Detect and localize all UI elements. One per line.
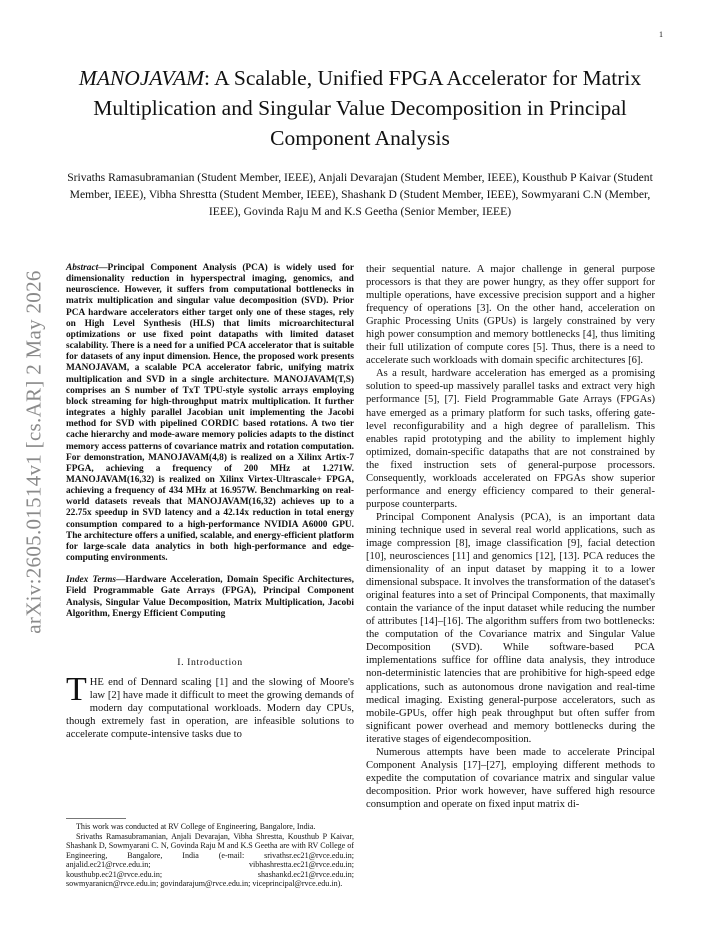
intro-text: HE end of Dennard scaling [1] and the slowing of Moore's law [2] have made it difficult to meet the growing demands of modern day computational workloads. Modern day CPUs, though extremely fast in operation, are infeasible solutions to accelerate compute-intensive tasks due to <box>66 677 354 741</box>
author-list: Srivaths Ramasubramanian (Student Member, IEEE), Anjali Devarajan (Student Member, IEEE), Kousthub P Kaivar (Student Member, IEEE), Vibha Shrestta (Student Member, IEEE), Shashank D (Student Member, IEEE), Sowmyarani C.N (Member, IEEE), Govinda Raju M and K.S Geetha (Senior Member, IEEE) <box>67 171 653 218</box>
arxiv-id: arXiv:2605.01514v1 [cs.AR] 2 May 2026 <box>21 270 46 634</box>
index-terms-text: —Hardware Acceleration, Domain Specific Architectures, Field Programmable Gate Arrays (FPGA), Principal Component Analysis, Singular Value Decomposition, Matrix Multiplication, Jacobi Algorithm, Energy Efficient Computing <box>66 575 354 619</box>
paragraph-1: their sequential nature. A major challenge in general purpose processors is that they are power hungry, as they offer support for multiple operations, have excessive precision support and a higher frequency of operations [3]. On the other hand, acceleration on Graphic Processing Units (GPUs) is largely constrained by very high power consumption and memory bottlenecks [4], thus limiting their full utilization of compute cores [5]. Thus, there is a need to accelerate such workloads with domain specific architectures [6]. <box>366 264 655 367</box>
footnote-rule <box>66 818 126 819</box>
footnote-p1: This work was conducted at RV College of Engineering, Bangalore, India. <box>76 822 316 831</box>
introduction-section <box>66 657 354 741</box>
paper-title <box>60 63 660 153</box>
abstract-text: —Principal Component Analysis (PCA) is widely used for dimensionality reduction in hyperspectral imaging, genomics, and neuroscience. However, it suffers from computational bottlenecks in matrix multiplication and singular value decomposition (SVD). Prior PCA hardware accelerators either target only one of these stages, rely on High Level Synthesis (HLS) that limits microarchitectural optimizations or use fixed point datapaths with limited dataset scalability. There is a need for a unified PCA accelerator that is suitable for datasets of any input dimension. Hence, the proposed work presents MANOJAVAM, a scalable PCA accelerator fabric, unifying matrix multiplication and SVD in a single architecture. MANOJAVAM(T,S) comprises an S number of TxT TPU-style systolic arrays employing block streaming for high-throughput matrix multiplication. It further integrates a highly parallel Jacobian unit implementing the Jacobi method for SVD with pipelined CORDIC based rotations. A two tier cache hierarchy and mode-aware memory policies adapts to the distinct memory access patterns of covariance matrix and rotation computation. For demonstration, MANOJAVAM(4,8) is realized on a Xilinx Artix-7 FPGA, achieving a frequency of 200 MHz at 1.271W. MANOJAVAM(16,32) is realized on Xilinx Virtex-Ultrascale+ FPGA, achieving a frequency of 434 MHz at 16.957W. Benchmarking on real-world datasets reveals that MANOJAVAM(16,32) achieves up to a 22.75x speedup in SVD latency and a 42.14x reduction in total energy consumption compared to a high-performance NVIDIA A6000 GPU. The architecture offers a unified, scalable, and energy-efficient platform for large-scale data analytics in both high-performance and edge-computing environments. <box>66 263 354 564</box>
right-column <box>366 263 655 811</box>
intro-paragraph <box>66 671 354 741</box>
footnote-p2: Srivaths Ramasubramanian, Anjali Devarajan, Vibha Shrestta, Kousthub P Kaivar, Shashank D, Sowmyarani C. N, Govinda Raju M and K.S Geetha are with RV College of Engineering, Bangalore, India (e-mail: srivathsr.ec21@rvce.edu.in; anjalid.ec21@rvce.edu.in; vibhashrestta.ec21@rvce.edu.in; kousthubp.ec21@rvce.edu.in; shashankd.ec21@rvce.edu.in; sowmyaranicn@rvce.edu.in; govindarajum@rvce.edu.in; viceprincipal@rvce.edu.in). <box>66 831 354 889</box>
title-rest: : A Scalable, Unified FPGA Accelerator for Matrix Multiplication and Singular Value Decomposition in Principal Component Analysis <box>93 66 642 150</box>
page-number: 1 <box>659 30 663 39</box>
paragraph-3: Principal Component Analysis (PCA), is an important data mining technique used in several real world applications, such as image compression [8], image classification [9], facial detection [10], neurosciences [11] and genomics [12], [13]. PCA reduces the dimensionality of an input dataset by mapping it to a lower dimensional subspace. It involves the transformation of the dataset's original features into a set of Principal Components, that maximally contain the variance of the input dataset while reducing the number of attributes [14]–[16]. The algorithm suffers from two bottlenecks: the computation of the Covariance matrix and Singular Value Decomposition (SVD). While software-based PCA implementations suffice for offline data analysis, they introduce non-deterministic latencies that are prohibitive for high-speed edge applications, such as autonomous drone navigation and real-time medical imaging. Existing general-purpose accelerators, such as mobile-GPUs, offer high peak throughput but often suffer from significant power overhead and memory bottlenecks during the iterative stages of eigendecomposition. <box>366 511 655 745</box>
index-terms-lead: Index Terms <box>66 575 117 586</box>
title-italic: MANOJAVAM <box>78 66 205 90</box>
paragraph-4: Numerous attempts have been made to accelerate Principal Component Analysis [17]–[27], employing different methods to expedite the computation of covariance matrix and singular value decomposition. Prior work however, have suffered high resource consumption and operate on fixed input matrix di- <box>366 746 655 810</box>
index-terms <box>66 575 354 620</box>
abstract <box>66 263 354 564</box>
drop-cap: T <box>66 671 87 708</box>
abstract-lead: Abstract <box>66 263 99 273</box>
paragraph-2: As a result, hardware acceleration has emerged as a promising solution to speed-up massively parallel tasks and extract very high performance [5], [7]. Field Programmable Gate Arrays (FPGAs) have emerged as a primary platform for such tasks, offering gate-level reconfigurability and a high degree of parallelism. This enables rapid prototyping and the ability to implement highly optimized, domain-specific datapaths that are not constrained by the fixed instruction sets of general-purpose processors. Consequently, workloads accelerated on FPGAs show superior performance and energy efficiency compared to their general-purpose counterparts. <box>366 368 655 510</box>
footnote <box>66 822 354 889</box>
left-column <box>66 263 354 620</box>
arxiv-stamp <box>14 262 54 642</box>
section-heading: I. Introduction <box>177 657 243 668</box>
